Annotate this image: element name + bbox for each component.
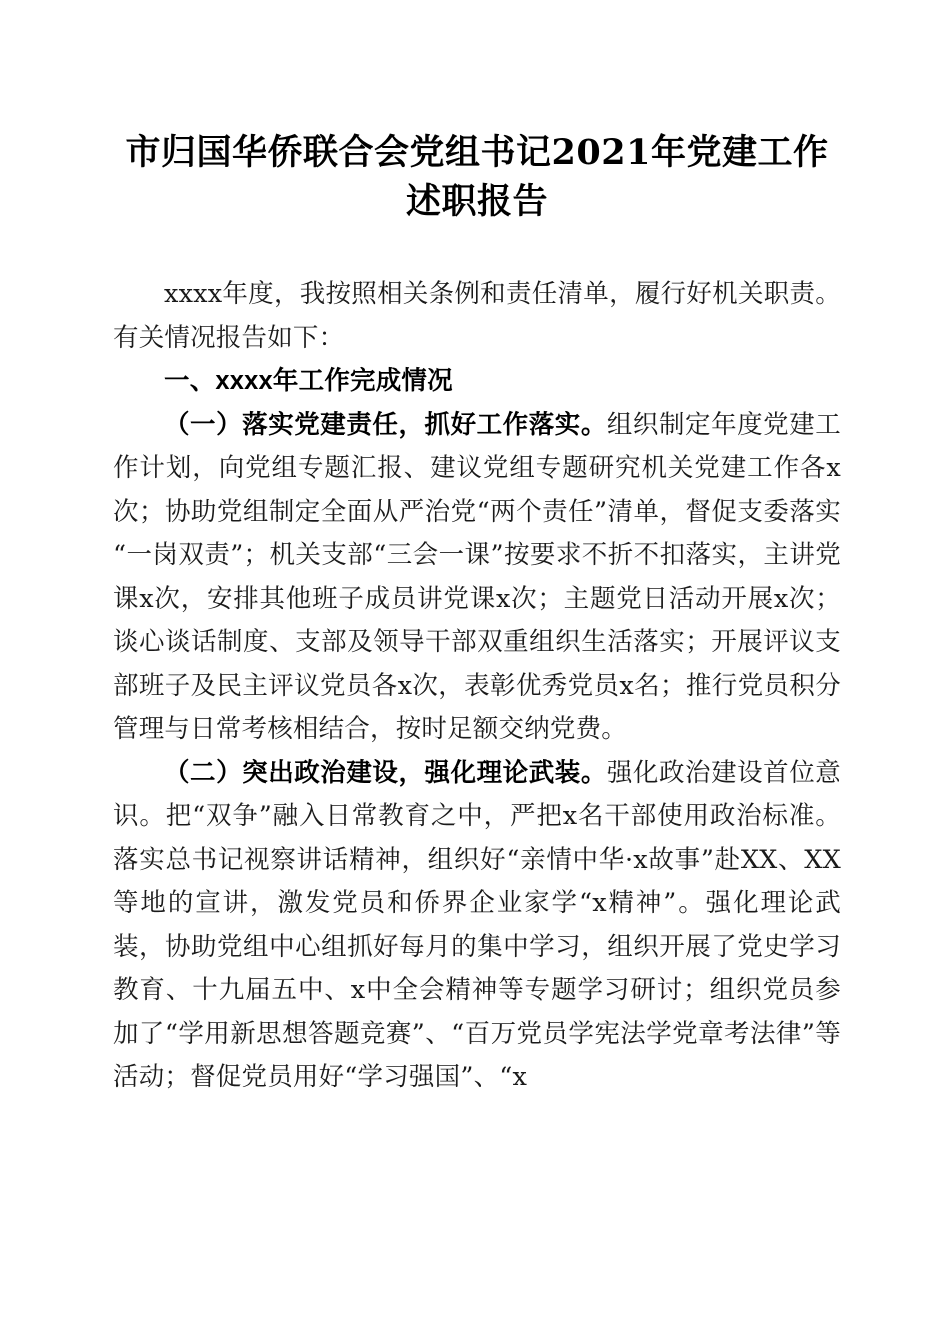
paragraph-intro-text: xxxx年度，我按照相关条例和责任清单，履行好机关职责。有关情况报告如下： (113, 279, 841, 353)
paragraph-item-2-lead: （二）突出政治建设，强化理论武装。 (164, 757, 607, 788)
title-line-2: 述职报告 (405, 181, 548, 222)
paragraph-intro (113, 273, 841, 360)
document-body (113, 0, 841, 1100)
page-title (113, 0, 841, 226)
paragraph-item-1-text: 组织制定年度党建工作计划，向党组专题汇报、建议党组专题研究机关党建工作各x次；协助党组制定全面从严治党“两个责任”清单，督促支委落实“一岗双责”；机关支部“三会一课”按要求不折不扣落实，主讲党课x次，安排其他班子成员讲党课x次；主题党日活动开展x次；谈心谈话制度、支部及领导干部双重组织生活落实；开展评议支部班子及民主评议党员各x次，表彰优秀党员x名；推行党员积分管理与日常考核相结合，按时足额交纳党费。 (113, 409, 841, 744)
title-line-1: 市归国华侨联合会党组书记2021年党建工作 (125, 132, 829, 173)
section-heading-1 (113, 360, 841, 404)
paragraph-item-2 (113, 752, 841, 1100)
paragraph-item-1 (113, 404, 841, 752)
section-heading-1-text: 一、xxxx年工作完成情况 (164, 367, 453, 395)
paragraph-item-2-text: 强化政治建设首位意识。把“双争”融入日常教育之中，严把x名干部使用政治标准。落实总书记视察讲话精神，组织好“亲情中华·x故事”赴XX、XX等地的宣讲，激发党员和侨界企业家学“x精神”。强化理论武装，协助党组中心组抓好每月的集中学习，组织开展了党史学习教育、十九届五中、x中全会精神等专题学习研讨；组织党员参加了“学用新思想答题竞赛”、“百万党员学宪法学党章考法律”等活动；督促党员用好“学习强国”、“x (113, 757, 841, 1092)
paragraph-item-1-lead: （一）落实党建责任，抓好工作落实。 (164, 409, 607, 440)
